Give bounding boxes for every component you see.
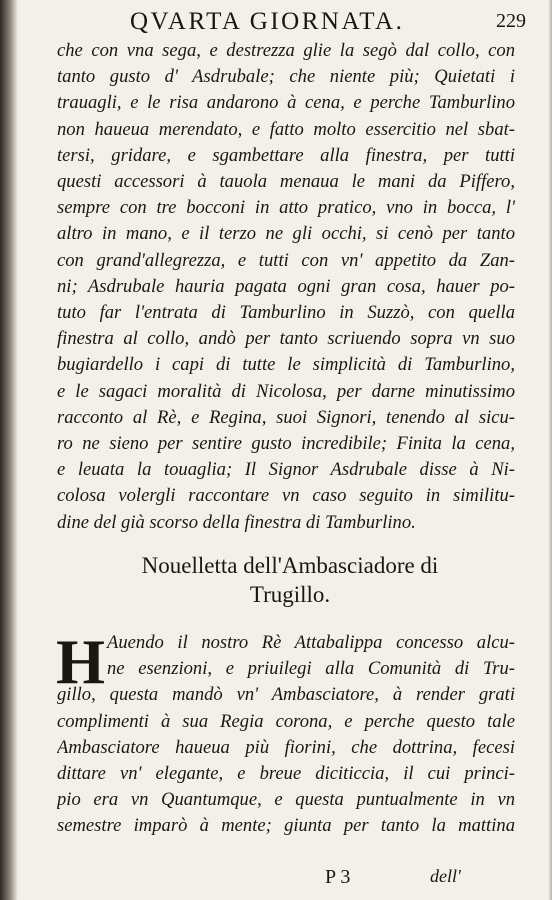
text-line: altro in mano, e il terzo ne gli occhi, si cenò per tanto [57, 223, 515, 245]
drop-cap: H [56, 627, 106, 697]
text-line: dine del già scorso della finestra di Tamburlino. [57, 511, 416, 533]
text-line: Auendo il nostro Rè Attabalippa concesso alcu- [107, 632, 515, 653]
text-line: Ambasciatore haueua più fiorini, che dottrina, fecesi [57, 736, 515, 758]
page-number: 229 [496, 10, 526, 32]
text-line: sempre con tre bocconi in atto pratico, vno in bocca, l' [57, 197, 515, 219]
page-gutter-shadow [0, 0, 18, 900]
text-line: e leuata la touaglia; Il Signor Asdrubale disse à Ni- [57, 459, 515, 481]
text-line: con grand'allegrezza, e tutti con vn' appetito da Zan- [57, 249, 515, 271]
text-line: trauagli, e le risa andarono à cena, e perche Tamburlino [57, 92, 515, 114]
text-line: bugiardello i capi di tutte le simplicità di Tamburlino, [57, 354, 515, 376]
running-head: QVARTA GIORNATA. [130, 8, 405, 35]
section-heading-line: Nouelletta dell'Ambasciadore di [141, 553, 439, 578]
text-line: che con vna sega, e destrezza glie la segò dal collo, con [57, 40, 515, 61]
text-line: tuto far l'entrata di Tamburlino in Suzzò, con quella [57, 302, 515, 324]
text-line: complimenti à sua Regia corona, e perche questo tale [57, 710, 515, 732]
text-line: tanto gusto d' Asdrubale; che niente più; Quietati i [57, 66, 515, 88]
text-line: colosa volergli raccontare vn caso seguito in similitu- [57, 485, 515, 507]
section-heading-line: Trugillo. [249, 582, 331, 607]
text-line: finestra al collo, andò per tanto scriuendo sopra vn suo [57, 328, 515, 350]
story-paragraph [56, 627, 515, 840]
text-line: racconto al Rè, e Regina, suoi Signori, tenendo al sicu- [57, 406, 515, 428]
signature-mark: P 3 [325, 866, 351, 888]
text-line: gillo, questa mandò vn' Ambasciatore, à render grati [57, 684, 515, 706]
text-line: ro ne sieno per sentire gusto incredibile; Finita la cena, [57, 433, 515, 455]
text-line: non haueua merendato, e fatto molto essercitio nel sbat- [57, 118, 515, 140]
catchword: dell' [430, 866, 461, 886]
text-line: pio era vn Quantumque, e questa puntualmente in vn [57, 789, 515, 811]
text-line: ne esenzioni, e priuilegi alla Comunità di Tru- [107, 658, 515, 680]
text-line: ni; Asdrubale hauria pagata ogni gran cosa, hauer po- [57, 275, 515, 297]
section-heading [60, 551, 520, 609]
body-paragraph [57, 38, 515, 536]
text-line: e le sagaci moralità di Nicolosa, per darne minutissimo [57, 380, 515, 402]
page-header [60, 6, 528, 36]
text-line: questi accessori à tauola menaua le mani da Piffero, [57, 171, 515, 193]
text-line: tersi, gridare, e sgambettare alla finestra, per tutti [57, 144, 515, 166]
text-line: semestre imparò à mente; giunta per tanto la mattina [57, 815, 515, 837]
text-line: dittare vn' elegante, e breue diciticcia, il cui princi- [57, 763, 515, 785]
page-edge [548, 0, 552, 900]
